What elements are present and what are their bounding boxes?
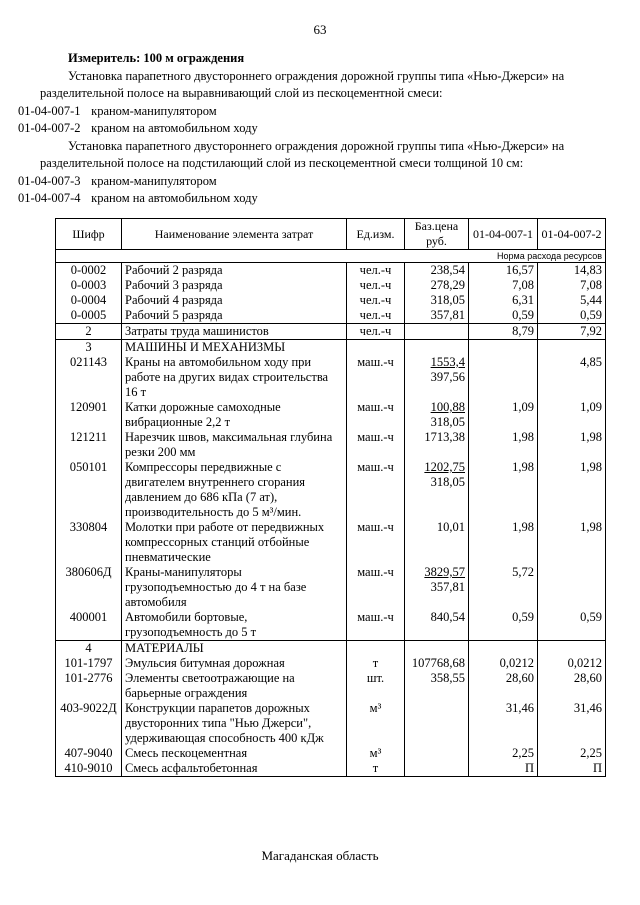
cell-code: 330804 [56, 520, 122, 565]
work-description: краном-манипулятором [91, 173, 217, 188]
cell-name: Катки дорожные самоходные вибрационные 2,2 т [122, 400, 347, 430]
cell-name: Смесь пескоцементная [122, 746, 347, 761]
table-row [56, 340, 606, 356]
price-value: 840,54 [430, 610, 465, 624]
cell-norm-2: 1,98 [538, 460, 606, 520]
cell-norm-2: 28,60 [538, 671, 606, 701]
cell-unit [347, 340, 405, 356]
cell-unit: чел.-ч [347, 278, 405, 293]
cell-norm-1 [469, 340, 538, 356]
cell-price [405, 746, 469, 761]
table-row [56, 761, 606, 777]
code-line [18, 103, 615, 121]
cell-unit: т [347, 761, 405, 777]
work-code: 01-04-007-4 [18, 191, 81, 205]
cell-code: 050101 [56, 460, 122, 520]
cell-code: 0-0003 [56, 278, 122, 293]
page-footer: Магаданская область [261, 848, 379, 863]
price-value: 278,29 [430, 278, 465, 292]
cell-norm-1: 2,25 [469, 746, 538, 761]
cell-norm-2: 14,83 [538, 263, 606, 279]
cell-norm-2: 0,0212 [538, 656, 606, 671]
cell-name: Затраты труда машинистов [122, 324, 347, 340]
work-description: краном на автомобильном ходу [91, 191, 258, 205]
cell-code: 101-1797 [56, 656, 122, 671]
resource-table [55, 218, 606, 777]
header-unit: Ед.изм. [347, 219, 405, 250]
page-number: 63 [313, 22, 327, 37]
cell-norm-1: 1,98 [469, 460, 538, 520]
cell-norm-2: 0,59 [538, 610, 606, 641]
cell-unit [347, 641, 405, 657]
cell-price [405, 263, 469, 279]
cell-norm-2: 1,98 [538, 520, 606, 565]
header-col2: 01-04-007-2 [538, 219, 606, 250]
cell-name: Рабочий 4 разряда [122, 293, 347, 308]
cell-norm-1: 0,0212 [469, 656, 538, 671]
cell-price [405, 293, 469, 308]
cell-code: 120901 [56, 400, 122, 430]
table-row [56, 430, 606, 460]
cell-norm-1: 5,72 [469, 565, 538, 610]
cell-price [405, 340, 469, 356]
cell-name: Рабочий 5 разряда [122, 308, 347, 324]
cell-norm-1: 0,59 [469, 308, 538, 324]
cell-code: 101-2776 [56, 671, 122, 701]
cell-unit: маш.-ч [347, 460, 405, 520]
cell-price [405, 701, 469, 746]
price-value: 1713,38 [424, 430, 465, 444]
intro-paragraph-2: Установка парапетного двустороннего ограждения дорожной группы типа «Нью-Джерси» на разделительной полосе на подстилающий слой из пескоцементной смеси толщиной 10 см: [40, 138, 565, 170]
cell-code: 0-0002 [56, 263, 122, 279]
code-list-2 [18, 173, 615, 208]
cell-name: МАШИНЫ И МЕХАНИЗМЫ [122, 340, 347, 356]
cell-code: 2 [56, 324, 122, 340]
cell-norm-1: 7,08 [469, 278, 538, 293]
cell-code: 380606Д [56, 565, 122, 610]
cell-norm-2 [538, 565, 606, 610]
work-description: краном-манипулятором [91, 103, 217, 118]
cell-norm-2 [538, 340, 606, 356]
cell-norm-2: 5,44 [538, 293, 606, 308]
cell-unit: маш.-ч [347, 565, 405, 610]
cell-norm-2: 1,09 [538, 400, 606, 430]
cell-price [405, 278, 469, 293]
price-sub-value: 397,56 [430, 370, 465, 384]
cell-code: 410-9010 [56, 761, 122, 777]
table-row [56, 308, 606, 324]
table-row [56, 656, 606, 671]
cell-price [405, 308, 469, 324]
price-value: 3829,57 [424, 565, 465, 579]
cell-unit: маш.-ч [347, 610, 405, 641]
cell-code: 4 [56, 641, 122, 657]
table-row [56, 520, 606, 565]
table-row [56, 293, 606, 308]
intro-block [18, 50, 615, 208]
cell-price [405, 324, 469, 340]
price-value: 100,88 [430, 400, 465, 414]
table-row [56, 263, 606, 279]
cell-price [405, 460, 469, 520]
price-value: 318,05 [430, 293, 465, 307]
cell-name: Краны-манипуляторы грузоподъемностью до 4 т на базе автомобиля [122, 565, 347, 610]
table-row [56, 671, 606, 701]
cell-norm-1: 1,98 [469, 430, 538, 460]
code-line [18, 120, 615, 138]
cell-name: МАТЕРИАЛЫ [122, 641, 347, 657]
cell-unit: чел.-ч [347, 293, 405, 308]
cell-norm-2: 0,59 [538, 308, 606, 324]
cell-norm-1: 1,98 [469, 520, 538, 565]
cell-name: Смесь асфальтобетонная [122, 761, 347, 777]
cell-norm-1 [469, 641, 538, 657]
table-row [56, 460, 606, 520]
code-line [18, 190, 615, 208]
header-name: Наименование элемента затрат [122, 219, 347, 250]
table-header-row [56, 219, 606, 250]
cell-norm-1: 6,31 [469, 293, 538, 308]
cell-code: 0-0005 [56, 308, 122, 324]
price-value: 1553,4 [430, 355, 465, 369]
cell-code: 021143 [56, 355, 122, 400]
price-sub-value: 357,81 [430, 580, 465, 594]
work-description: краном на автомобильном ходу [91, 121, 258, 135]
cell-norm-1: 28,60 [469, 671, 538, 701]
intro-paragraph-1: Установка парапетного двустороннего ограждения дорожной группы типа «Нью-Джерси» на разделительной полосе на выравнивающий слой из пескоцементной смеси: [40, 68, 565, 100]
cell-norm-2: П [538, 761, 606, 777]
cell-name: Эмульсия битумная дорожная [122, 656, 347, 671]
cell-norm-2: 4,85 [538, 355, 606, 400]
cell-price [405, 671, 469, 701]
code-line [18, 173, 615, 191]
cell-price [405, 610, 469, 641]
cell-price [405, 400, 469, 430]
price-value: 1202,75 [424, 460, 465, 474]
cell-norm-1: 16,57 [469, 263, 538, 279]
cell-norm-1 [469, 355, 538, 400]
cell-norm-1: 1,09 [469, 400, 538, 430]
cell-name: Рабочий 2 разряда [122, 263, 347, 279]
cell-unit: чел.-ч [347, 308, 405, 324]
table-row [56, 278, 606, 293]
table-row [56, 324, 606, 340]
table-row [56, 355, 606, 400]
cell-norm-2 [538, 641, 606, 657]
norm-row [56, 250, 606, 263]
cell-price [405, 520, 469, 565]
cell-name: Компрессоры передвижные с двигателем внутреннего сгорания давлением до 686 кПа (7 ат), производительность до 5 м³/мин. [122, 460, 347, 520]
work-code: 01-04-007-1 [18, 103, 81, 118]
cell-norm-1: 0,59 [469, 610, 538, 641]
price-value: 357,81 [430, 308, 465, 322]
cell-unit: чел.-ч [347, 324, 405, 340]
cell-norm-2: 7,92 [538, 324, 606, 340]
cell-name: Краны на автомобильном ходу при работе на других видах строительства 16 т [122, 355, 347, 400]
cell-name: Конструкции парапетов дорожных двусторонних типа "Нью Джерси", удерживающая способность 400 кДж [122, 701, 347, 746]
table-body [56, 250, 606, 777]
table-row [56, 641, 606, 657]
cell-price [405, 355, 469, 400]
header-price: Баз.цена руб. [405, 219, 469, 250]
table-row [56, 610, 606, 641]
cell-unit: т [347, 656, 405, 671]
price-value: 10,01 [436, 520, 465, 534]
cell-code: 400001 [56, 610, 122, 641]
cell-code: 403-9022Д [56, 701, 122, 746]
cell-norm-1: 31,46 [469, 701, 538, 746]
cell-price [405, 641, 469, 657]
cell-unit: маш.-ч [347, 355, 405, 400]
cell-name: Автомобили бортовые, грузоподъемность до 5 т [122, 610, 347, 641]
table-row [56, 565, 606, 610]
cell-code: 407-9040 [56, 746, 122, 761]
cell-name: Элементы светоотражающие на барьерные ограждения [122, 671, 347, 701]
table-row [56, 746, 606, 761]
cell-unit: маш.-ч [347, 400, 405, 430]
cell-norm-1: П [469, 761, 538, 777]
price-value: 238,54 [430, 263, 465, 277]
cell-code: 0-0004 [56, 293, 122, 308]
header-col1: 01-04-007-1 [469, 219, 538, 250]
cell-unit: м³ [347, 701, 405, 746]
work-code: 01-04-007-2 [18, 121, 81, 135]
norm-label: Норма расхода ресурсов [56, 250, 606, 263]
header-code: Шифр [56, 219, 122, 250]
cell-unit: чел.-ч [347, 263, 405, 279]
cell-name: Молотки при работе от передвижных компрессорных станций отбойные пневматические [122, 520, 347, 565]
cell-price [405, 761, 469, 777]
cell-code: 3 [56, 340, 122, 356]
code-list-1 [18, 103, 615, 138]
cell-unit: маш.-ч [347, 520, 405, 565]
work-code: 01-04-007-3 [18, 173, 81, 188]
cell-unit: маш.-ч [347, 430, 405, 460]
cell-name: Рабочий 3 разряда [122, 278, 347, 293]
cell-norm-2: 2,25 [538, 746, 606, 761]
table-row [56, 701, 606, 746]
cell-norm-2: 1,98 [538, 430, 606, 460]
cell-unit: шт. [347, 671, 405, 701]
cell-norm-2: 7,08 [538, 278, 606, 293]
cell-price [405, 656, 469, 671]
cell-price [405, 430, 469, 460]
cell-norm-1: 8,79 [469, 324, 538, 340]
cell-norm-2: 31,46 [538, 701, 606, 746]
price-sub-value: 318,05 [430, 415, 465, 429]
cell-name: Нарезчик швов, максимальная глубина резки 200 мм [122, 430, 347, 460]
cell-unit: м³ [347, 746, 405, 761]
cell-code: 121211 [56, 430, 122, 460]
price-sub-value: 318,05 [430, 475, 465, 489]
table-row [56, 400, 606, 430]
price-value: 107768,68 [411, 656, 465, 670]
price-value: 358,55 [430, 671, 465, 685]
cell-price [405, 565, 469, 610]
meter-heading: Измеритель: 100 м ограждения [68, 51, 245, 65]
